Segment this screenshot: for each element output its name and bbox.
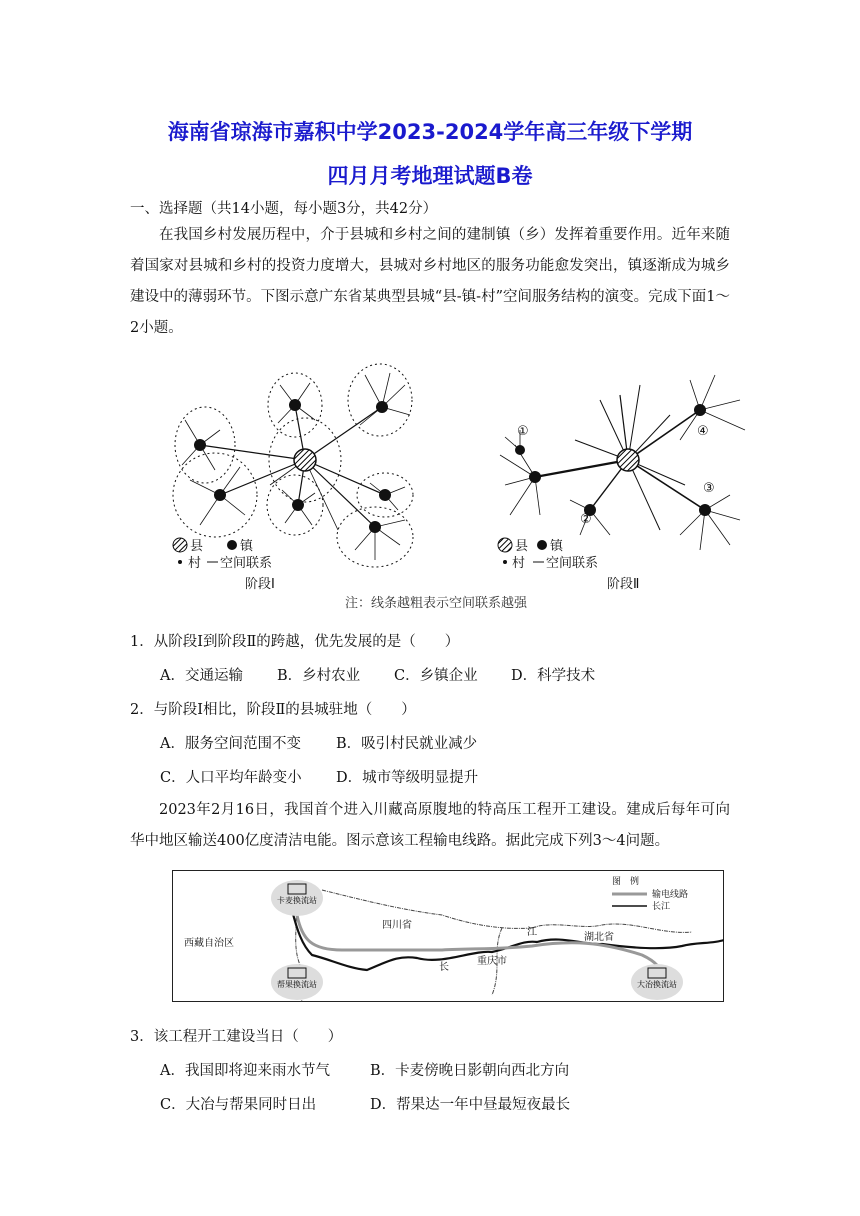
passage-1: 在我国乡村发展历程中，介于县城和乡村之间的建制镇（乡）发挥着重要作用。近年来随着国家对县城和乡村的投资力度增大，县城对乡村地区的服务功能愈发突出，镇逐渐成为城乡建设中的薄弱环节。下图示意广东省某典型县城“县-镇-村”空间服务结构的演变。完成下面1～2小题。 (130, 227, 730, 336)
stage2-diagram (500, 375, 745, 550)
station-bangguo (271, 964, 323, 1000)
svg-text:长江: 长江 (652, 902, 671, 912)
exam-title-line2: 四月月考地理试题B卷 (327, 164, 533, 188)
section-heading: 一、选择题（共14小题，每小题3分，共42分） (130, 201, 438, 217)
q3-option-c[interactable]: C．大冶与帮果同时日出 (160, 1097, 317, 1113)
svg-text:帮果换流站: 帮果换流站 (277, 980, 317, 989)
svg-text:镇: 镇 (550, 539, 564, 554)
svg-text:卡麦换流站: 卡麦换流站 (277, 896, 317, 905)
legend-stage1 (173, 538, 275, 592)
figure-county-town-village (160, 355, 760, 615)
station-kamai (271, 880, 323, 916)
q2-option-b[interactable]: B．吸引村民就业减少 (336, 736, 478, 752)
svg-text:县: 县 (190, 539, 204, 554)
label-tibet: 西藏自治区 (184, 938, 234, 949)
svg-text:输电线路: 输电线路 (652, 890, 689, 900)
svg-text:图 例: 图 例 (612, 877, 640, 887)
svg-text:镇: 镇 (240, 539, 254, 554)
q2-option-a[interactable]: A．服务空间范围不变 (160, 736, 301, 752)
stage2-label: 阶段Ⅱ (607, 577, 640, 592)
q2-option-c[interactable]: C．人口平均年龄变小 (160, 770, 302, 786)
svg-text:空间联系: 空间联系 (220, 556, 273, 571)
q2-stem: 2．与阶段Ⅰ相比，阶段Ⅱ的县城驻地（ ） (130, 702, 416, 718)
q3-option-d[interactable]: D．帮果达一年中昼最短夜最长 (370, 1097, 571, 1113)
q3-stem: 3．该工程开工建设当日（ ） (130, 1029, 343, 1045)
marker-1: ① (517, 424, 529, 439)
svg-text:村: 村 (188, 556, 202, 571)
q1-option-d[interactable]: D．科学技术 (511, 668, 596, 684)
q2-option-d[interactable]: D．城市等级明显提升 (336, 770, 479, 786)
svg-text:大冶换流站: 大冶换流站 (637, 980, 677, 989)
q1-option-a[interactable]: A．交通运输 (160, 668, 243, 684)
stage1-label: 阶段Ⅰ (245, 577, 275, 592)
q3-option-b[interactable]: B．卡麦傍晚日影朝向西北方向 (370, 1063, 570, 1079)
marker-3: ③ (703, 481, 715, 496)
passage-2: 2023年2月16日，我国首个进入川藏高原腹地的特高压工程开工建设。建成后每年可向华中地区输送400亿度清洁电能。图示意该工程输电线路。据此完成下列3～4问题。 (130, 802, 730, 849)
figure-transmission-line-map (172, 870, 724, 1002)
legend-stage2 (498, 538, 639, 592)
svg-text:村: 村 (512, 556, 526, 571)
label-sichuan: 四川省 (382, 920, 412, 931)
label-hubei: 湖北省 (584, 932, 614, 943)
exam-title-line1: 海南省琼海市嘉积中学2023-2024学年高三年级下学期 (167, 120, 693, 144)
figure1-note: 注：线条越粗表示空间联系越强 (345, 596, 528, 611)
q3-option-a[interactable]: A．我国即将迎来雨水节气 (160, 1063, 330, 1079)
label-jiang: 江 (527, 927, 537, 938)
q1-stem: 1．从阶段Ⅰ到阶段Ⅱ的跨越，优先发展的是（ ） (130, 634, 460, 650)
stage1-diagram (173, 364, 413, 567)
marker-4: ④ (697, 424, 709, 439)
label-chongqing: 重庆市 (477, 956, 507, 967)
svg-text:县: 县 (515, 539, 529, 554)
station-daye (631, 964, 683, 1000)
q1-option-b[interactable]: B．乡村农业 (277, 668, 361, 684)
marker-2: ② (580, 512, 592, 527)
q1-option-c[interactable]: C．乡镇企业 (394, 668, 478, 684)
label-chang: 长 (439, 962, 449, 973)
svg-text:空间联系: 空间联系 (546, 556, 599, 571)
